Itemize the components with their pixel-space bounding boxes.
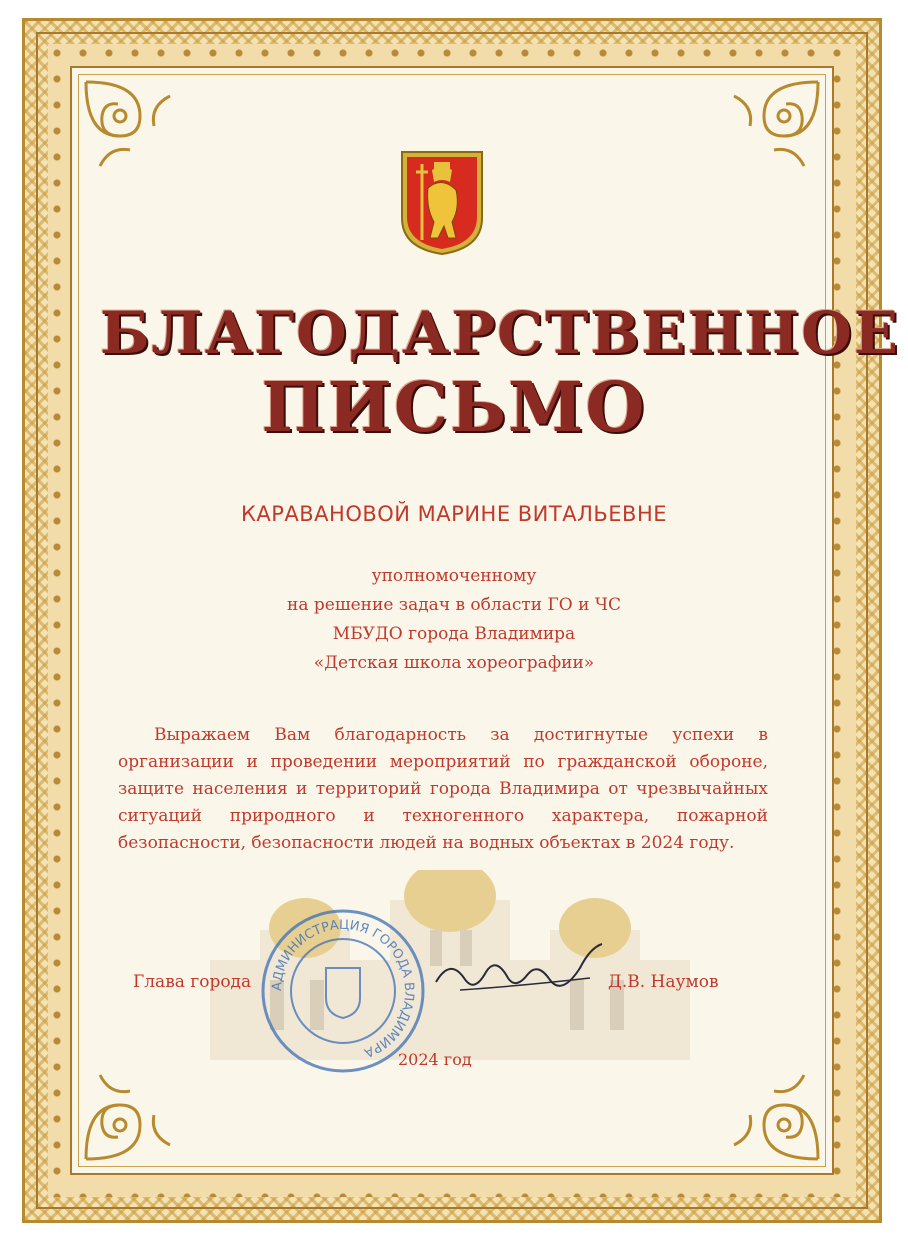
- corner-ornament-icon: [704, 76, 824, 196]
- stamp-text: АДМИНИСТРАЦИЯ ГОРОДА ВЛАДИМИРА: [269, 917, 417, 1060]
- gratitude-paragraph: Выражаем Вам благодарность за достигнутые успехи в организации и проведении мероприятий по гражданской обороне, защите населения и территорий города Владимира от чрезвычайных ситуаций природного и техногенного характера, пожарной безопасности, безопасности людей на водных объектах в 2024 году.: [118, 725, 768, 853]
- vladimir-coat-of-arms-icon: [398, 148, 486, 258]
- gratitude-text: [118, 722, 768, 857]
- handwritten-signature-icon: [430, 938, 610, 1008]
- position-line: «Детская школа хореографии»: [313, 653, 595, 673]
- position-line: уполномоченному: [371, 566, 537, 586]
- title-line-2: ПИСЬМО: [261, 368, 647, 448]
- title-line-1: БЛАГОДАРСТВЕННОЕ: [100, 299, 900, 367]
- corner-ornament-icon: [80, 76, 200, 196]
- signatory-role: Глава города: [133, 972, 252, 992]
- position-line: МБУДО города Владимира: [332, 624, 576, 644]
- document-year: 2024 год: [398, 1050, 472, 1069]
- recipient-position: [150, 562, 758, 678]
- corner-ornament-icon: [80, 1045, 200, 1165]
- signatory-name: Д.В. Наумов: [608, 972, 719, 992]
- position-line: на решение задач в области ГО и ЧС: [287, 595, 621, 615]
- recipient-name: КАРАВАНОВОЙ МАРИНЕ ВИТАЛЬЕВНЕ: [240, 502, 668, 526]
- corner-ornament-icon: [704, 1045, 824, 1165]
